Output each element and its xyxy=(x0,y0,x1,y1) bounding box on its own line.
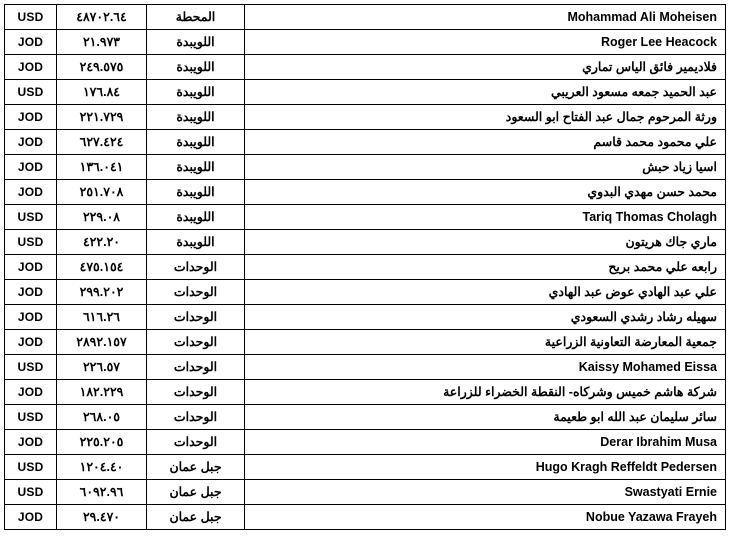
cell-amount: ٦١٦.٢٦ xyxy=(57,305,147,330)
cell-name: ورثة المرحوم جمال عبد الفتاح ابو السعود xyxy=(245,105,726,130)
cell-name: Roger Lee Heacock xyxy=(245,30,726,55)
cell-branch: الوحدات xyxy=(147,280,245,305)
cell-currency: JOD xyxy=(5,105,57,130)
accounts-table xyxy=(4,4,726,530)
cell-amount: ٢٢٩.٠٨ xyxy=(57,205,147,230)
cell-name: علي عبد الهادي عوض عبد الهادي xyxy=(245,280,726,305)
table-row xyxy=(5,105,726,130)
cell-branch: اللويبدة xyxy=(147,130,245,155)
cell-amount: ٢٩٩.٢٠٢ xyxy=(57,280,147,305)
table-row xyxy=(5,455,726,480)
cell-name: Mohammad Ali Moheisen xyxy=(245,5,726,30)
cell-name: عبد الحميد جمعه مسعود العريبي xyxy=(245,80,726,105)
cell-currency: USD xyxy=(5,480,57,505)
cell-amount: ٢٢٥.٢٠٥ xyxy=(57,430,147,455)
cell-name: اسيا زياد حبش xyxy=(245,155,726,180)
table-row xyxy=(5,480,726,505)
table-row xyxy=(5,305,726,330)
cell-name: جمعية المعارضة التعاونية الزراعية xyxy=(245,330,726,355)
cell-amount: ٢١.٩٧٣ xyxy=(57,30,147,55)
cell-currency: USD xyxy=(5,405,57,430)
cell-name: علي محمود محمد قاسم xyxy=(245,130,726,155)
cell-currency: USD xyxy=(5,455,57,480)
table-row xyxy=(5,405,726,430)
cell-amount: ٢٢٦.٥٧ xyxy=(57,355,147,380)
table-row xyxy=(5,255,726,280)
cell-branch: اللويبدة xyxy=(147,155,245,180)
table-row xyxy=(5,280,726,305)
cell-name: سائر سليمان عبد الله ابو طعيمة xyxy=(245,405,726,430)
cell-currency: USD xyxy=(5,205,57,230)
table-row xyxy=(5,55,726,80)
table-row xyxy=(5,205,726,230)
cell-name: Tariq Thomas Cholagh xyxy=(245,205,726,230)
cell-branch: الوحدات xyxy=(147,430,245,455)
cell-branch: جبل عمان xyxy=(147,480,245,505)
cell-amount: ٦٢٧.٤٢٤ xyxy=(57,130,147,155)
table-row xyxy=(5,130,726,155)
cell-branch: الوحدات xyxy=(147,355,245,380)
cell-amount: ١٣٦.٠٤١ xyxy=(57,155,147,180)
cell-currency: USD xyxy=(5,80,57,105)
cell-currency: USD xyxy=(5,355,57,380)
cell-currency: JOD xyxy=(5,30,57,55)
table-row xyxy=(5,355,726,380)
cell-amount: ٢٤٩.٥٧٥ xyxy=(57,55,147,80)
cell-name: شركة هاشم خميس وشركاه- النقطة الخضراء للزراعة xyxy=(245,380,726,405)
cell-amount: ١٧٦.٨٤ xyxy=(57,80,147,105)
cell-branch: الوحدات xyxy=(147,330,245,355)
cell-name: محمد حسن مهدي البدوي xyxy=(245,180,726,205)
cell-amount: ٤٢٢.٢٠ xyxy=(57,230,147,255)
cell-currency: JOD xyxy=(5,430,57,455)
table-row xyxy=(5,505,726,530)
cell-amount: ٤٨٧٠٢.٦٤ xyxy=(57,5,147,30)
cell-name: Derar Ibrahim Musa xyxy=(245,430,726,455)
cell-branch: الوحدات xyxy=(147,380,245,405)
cell-currency: JOD xyxy=(5,155,57,180)
table-body xyxy=(5,5,726,530)
table-row xyxy=(5,30,726,55)
table-row xyxy=(5,80,726,105)
table-row xyxy=(5,380,726,405)
cell-amount: ٢٨٩٢.١٥٧ xyxy=(57,330,147,355)
cell-amount: ٤٧٥.١٥٤ xyxy=(57,255,147,280)
cell-currency: USD xyxy=(5,230,57,255)
cell-branch: اللويبدة xyxy=(147,205,245,230)
cell-name: ماري جاك هريتون xyxy=(245,230,726,255)
cell-name: Kaissy Mohamed Eissa xyxy=(245,355,726,380)
table-row xyxy=(5,430,726,455)
cell-currency: JOD xyxy=(5,255,57,280)
cell-currency: JOD xyxy=(5,305,57,330)
cell-branch: اللويبدة xyxy=(147,55,245,80)
cell-branch: اللويبدة xyxy=(147,180,245,205)
cell-currency: JOD xyxy=(5,505,57,530)
cell-branch: الوحدات xyxy=(147,305,245,330)
cell-amount: ١٢٠٤.٤٠ xyxy=(57,455,147,480)
cell-name: سهيله رشاد رشدي السعودي xyxy=(245,305,726,330)
cell-currency: USD xyxy=(5,5,57,30)
cell-currency: JOD xyxy=(5,130,57,155)
cell-currency: JOD xyxy=(5,330,57,355)
table-row xyxy=(5,5,726,30)
cell-branch: جبل عمان xyxy=(147,505,245,530)
cell-branch: جبل عمان xyxy=(147,455,245,480)
cell-amount: ٢٦٨.٠٥ xyxy=(57,405,147,430)
cell-name: فلاديمير فائق الياس تماري xyxy=(245,55,726,80)
cell-branch: المحطة xyxy=(147,5,245,30)
cell-amount: ١٨٢.٢٢٩ xyxy=(57,380,147,405)
cell-branch: اللويبدة xyxy=(147,80,245,105)
cell-amount: ٢٥١.٧٠٨ xyxy=(57,180,147,205)
cell-branch: الوحدات xyxy=(147,255,245,280)
cell-branch: اللويبدة xyxy=(147,105,245,130)
cell-branch: الوحدات xyxy=(147,405,245,430)
cell-currency: JOD xyxy=(5,280,57,305)
cell-branch: اللويبدة xyxy=(147,230,245,255)
cell-name: Hugo Kragh Reffeldt Pedersen xyxy=(245,455,726,480)
cell-currency: JOD xyxy=(5,180,57,205)
table-row xyxy=(5,155,726,180)
cell-amount: ٢٢١.٧٢٩ xyxy=(57,105,147,130)
cell-currency: JOD xyxy=(5,380,57,405)
cell-name: Swastyati Ernie xyxy=(245,480,726,505)
cell-amount: ٦٠٩٢.٩٦ xyxy=(57,480,147,505)
table-row xyxy=(5,230,726,255)
table-row xyxy=(5,180,726,205)
cell-branch: اللويبدة xyxy=(147,30,245,55)
table-row xyxy=(5,330,726,355)
cell-currency: JOD xyxy=(5,55,57,80)
cell-name: رابعه علي محمد بريح xyxy=(245,255,726,280)
cell-amount: ٢٩.٤٧٠ xyxy=(57,505,147,530)
cell-name: Nobue Yazawa Frayeh xyxy=(245,505,726,530)
